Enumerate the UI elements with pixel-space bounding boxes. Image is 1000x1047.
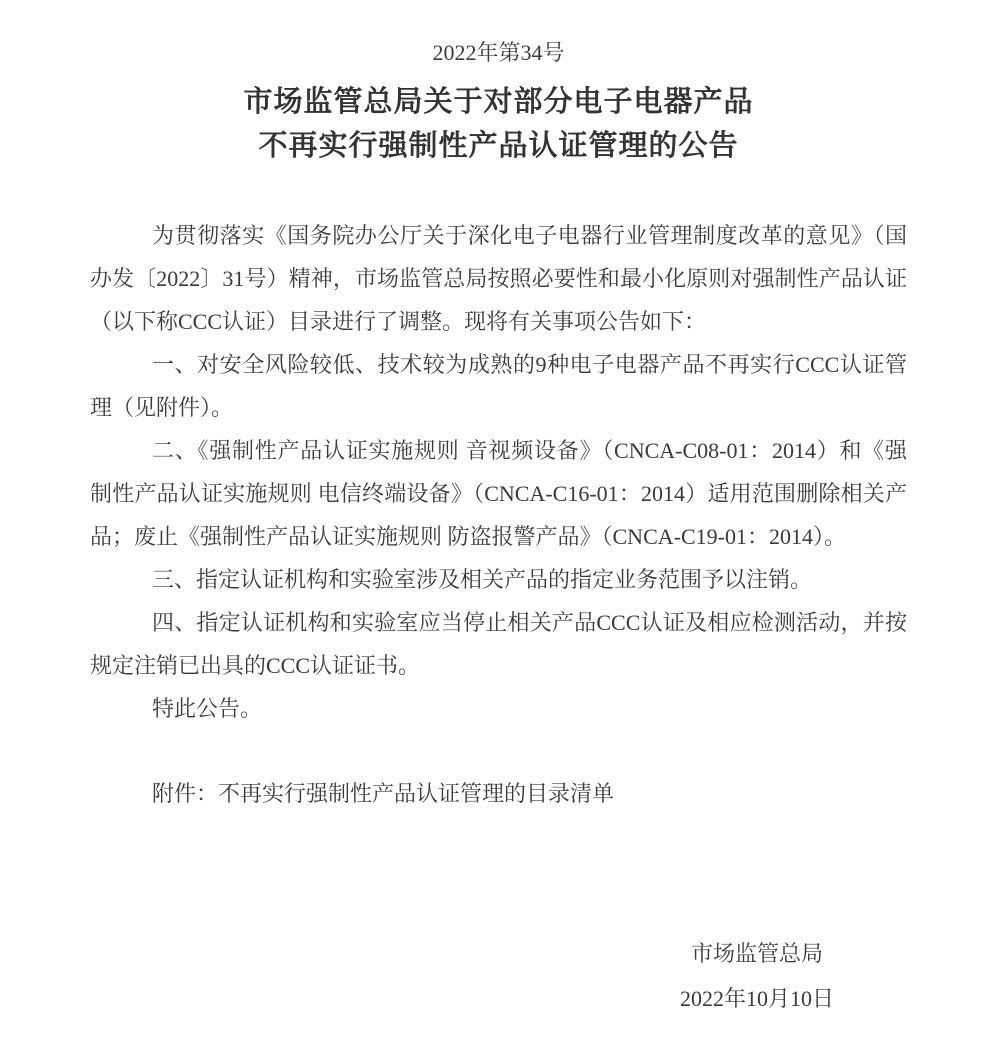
signature-block bbox=[607, 931, 907, 1021]
doc-title-line2: 不再实行强制性产品认证管理的公告 bbox=[258, 130, 739, 162]
doc-title bbox=[90, 80, 907, 168]
doc-number: 2022年第34号 bbox=[432, 40, 565, 65]
doc-date: 2022年10月10日 bbox=[679, 986, 834, 1011]
paragraph-item-2: 二、《强制性产品认证实施规则 音视频设备》（CNCA-C08-01：2014）和《强制性产品认证实施规则 电信终端设备》（CNCA-C16-01：2014）适用范围删除相关产品；废止《强制性产品认证实施规则 防盗报警产品》（CNCA-C19-01：2014）。 bbox=[90, 438, 907, 549]
signer-name: 市场监管总局 bbox=[690, 941, 823, 966]
paragraph-closing: 特此公告。 bbox=[152, 696, 263, 721]
paragraph-intro: 为贯彻落实《国务院办公厅关于深化电子电器行业管理制度改革的意见》（国办发〔2022〕31号）精神，市场监管总局按照必要性和最小化原则对强制性产品认证（以下称CCC认证）目录进行了调整。现将有关事项公告如下： bbox=[90, 223, 907, 334]
doc-body bbox=[90, 214, 907, 730]
attachment-line: 附件：不再实行强制性产品认证管理的目录清单 bbox=[152, 781, 615, 806]
paragraph-item-4: 四、指定认证机构和实验室应当停止相关产品CCC认证及相应检测活动，并按规定注销已出具的CCC认证证书。 bbox=[90, 610, 907, 678]
paragraph-item-1: 一、对安全风险较低、技术较为成熟的9种电子电器产品不再实行CCC认证管理（见附件）。 bbox=[90, 352, 907, 420]
paragraph-item-3: 三、指定认证机构和实验室涉及相关产品的指定业务范围予以注销。 bbox=[152, 567, 813, 592]
doc-title-line1: 市场监管总局关于对部分电子电器产品 bbox=[243, 86, 754, 118]
